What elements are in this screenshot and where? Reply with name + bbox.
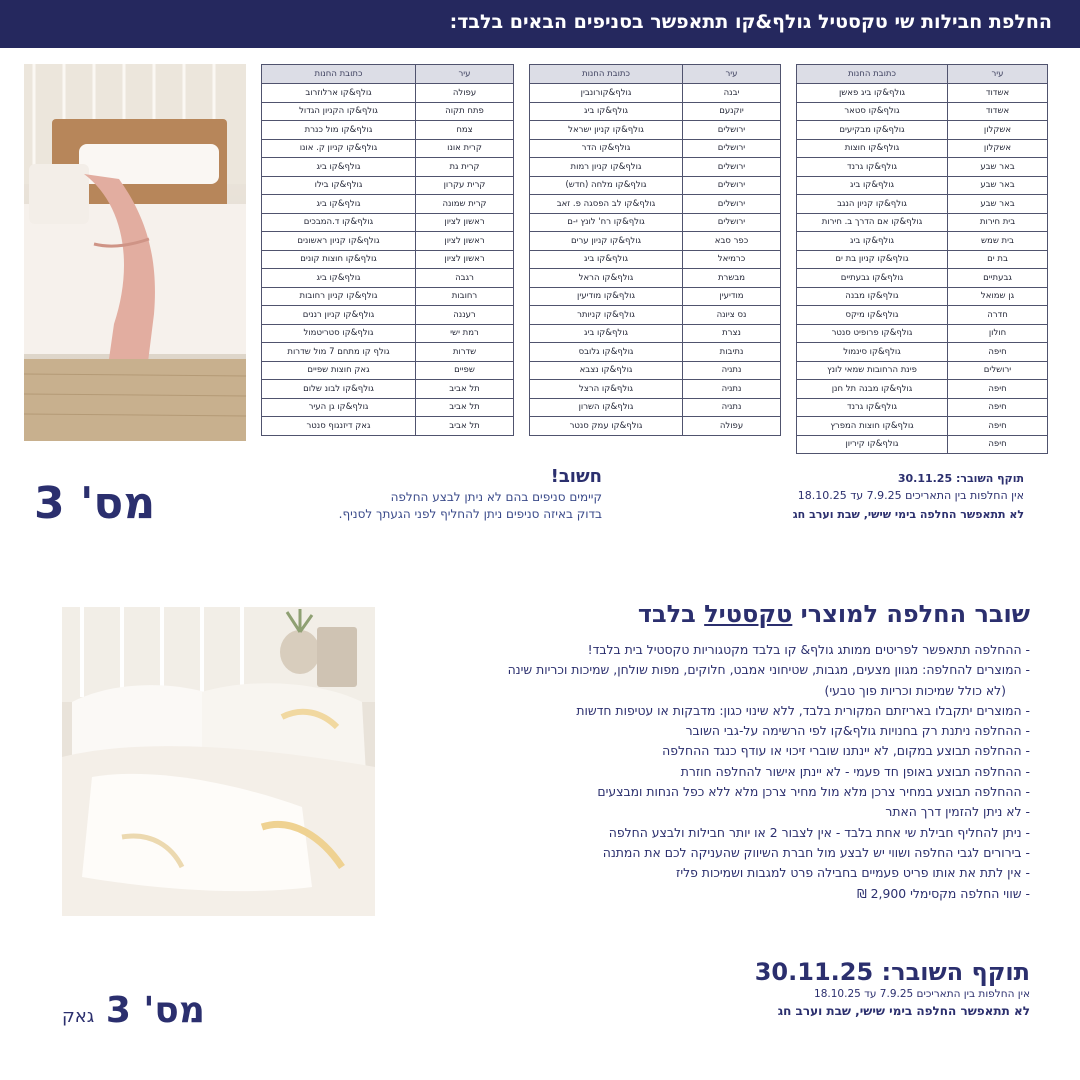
cell-city: ירושלים <box>683 121 781 140</box>
cell-city: צמח <box>416 121 514 140</box>
table-row <box>262 158 514 177</box>
table-row <box>530 361 781 380</box>
rule-item: - שווי החלפה מקסימלי 2,900 ₪ <box>857 885 1030 901</box>
bedding-photo-top <box>24 64 246 441</box>
cell-address: גולף&קו ארלוזרוב <box>262 84 416 103</box>
cell-address: גולף&קו ביג <box>262 195 416 214</box>
voucher-title-pre: שובר החלפה למוצרי <box>792 600 1030 628</box>
col-header-address: כתובת החנות <box>530 65 683 84</box>
rule-item: - ניתן להחליף חבילת שי אחת בלבד - אין לצבור 2 או יותר חבילות ולבצע החלפה <box>608 824 1030 840</box>
validity-blackout: אין החלפות בין התאריכים 7.9.25 עד 18.10.25 <box>797 489 1024 502</box>
cell-city: חיפה <box>948 435 1048 454</box>
cell-address: גולף&קו מבקיעים <box>797 121 948 140</box>
cell-address: גולף קו מתחם 7 מול שדרות <box>262 343 416 362</box>
cell-address: גולף&קו מלחה (חדש) <box>530 176 683 195</box>
cell-address: גולף&קו ביג פאשן <box>797 84 948 103</box>
table-row <box>797 343 1048 362</box>
cell-address: גולף&קו קניון ערים <box>530 232 683 251</box>
table-row <box>797 121 1048 140</box>
rule-item: - ההחלפה תבוצע באופן חד פעמי - לא יינתן אישור להחלפה חוזרת <box>680 763 1030 779</box>
validity-block-bottom <box>755 958 1030 1018</box>
validity-date: תוקף השובר: 30.11.25 <box>897 472 1024 485</box>
table-row <box>262 232 514 251</box>
table-row <box>530 398 781 417</box>
cell-city: תל אביב <box>416 380 514 399</box>
cell-city: באר שבע <box>948 158 1048 177</box>
cell-city: נתניה <box>683 361 781 380</box>
cell-city: אשקלון <box>948 139 1048 158</box>
col-header-address: כתובת החנות <box>797 65 948 84</box>
table-row <box>262 102 514 121</box>
cell-address: גולף&קו מבנה <box>797 287 948 306</box>
table-row <box>262 306 514 325</box>
cell-address: גולף&קו רח' לונץ י-ם <box>530 213 683 232</box>
cell-address: גולף&קו לבונ שלום <box>262 380 416 399</box>
cell-city: עפולה <box>416 84 514 103</box>
stores-table-2 <box>529 64 781 436</box>
cell-city: ירושלים <box>683 158 781 177</box>
important-title: חשוב! <box>550 466 602 487</box>
cell-city: רגבה <box>416 269 514 288</box>
col-header-address: כתובת החנות <box>262 65 416 84</box>
table-row <box>530 158 781 177</box>
table-row <box>797 380 1048 399</box>
validity-block <box>793 472 1024 521</box>
table-row <box>530 102 781 121</box>
cell-city: ראשון לציון <box>416 232 514 251</box>
table-row <box>797 435 1048 454</box>
table-row <box>262 84 514 103</box>
voucher-title-post: בלבד <box>637 600 705 628</box>
cell-city: חולון <box>948 324 1048 343</box>
cell-city: נתניה <box>683 380 781 399</box>
table-row <box>797 324 1048 343</box>
table-row <box>797 139 1048 158</box>
cell-address: גולף&קו אם הדרך ב. חירות <box>797 213 948 232</box>
cell-address: גולף&קו קניון ק. אונו <box>262 139 416 158</box>
cell-address: גאק חוצות שפיים <box>262 361 416 380</box>
table-row <box>262 417 514 436</box>
cell-address: גולף&קו ביג <box>530 324 683 343</box>
cell-address: גולף&קו עמק סנטר <box>530 417 683 436</box>
cell-city: יוקנעם <box>683 102 781 121</box>
cell-address: גולף&קו קניותר <box>530 306 683 325</box>
cell-city: ירושלים <box>948 361 1048 380</box>
table-row <box>262 176 514 195</box>
table-row <box>530 195 781 214</box>
cell-address: פינת הרחובות שמאי לונץ <box>797 361 948 380</box>
table-row <box>262 398 514 417</box>
cell-address: גולף&קו הדר <box>530 139 683 158</box>
cell-address: גולף&קו פרופיט סנטר <box>797 324 948 343</box>
cell-address: גולף&קו ביג <box>797 176 948 195</box>
cell-city: כפר סבא <box>683 232 781 251</box>
cell-address: גולף&קו מבנה תל חנן <box>797 380 948 399</box>
rule-item: - אין לתת את אותו פריט פעמיים בחבילה פרט למגבות ושמיכות פליז <box>676 865 1030 881</box>
bedding-photo-bottom <box>62 607 375 916</box>
cell-address: גולף&קו גן העיר <box>262 398 416 417</box>
cell-address: גולף&קו מודיעין <box>530 287 683 306</box>
cell-address: גולף&קו גרנד <box>797 158 948 177</box>
rule-item: - ההחלפה ניתנת רק בחנויות גולף&קו לפי הרשימה על-גבי השובר <box>685 723 1030 739</box>
table-row <box>530 324 781 343</box>
cell-address: גולף&קו ביג <box>262 269 416 288</box>
cell-address: גולף&קו נצבא <box>530 361 683 380</box>
cell-city: קרית גת <box>416 158 514 177</box>
cell-city: נצרת <box>683 324 781 343</box>
number-bottom-prefix: גאק <box>62 1006 95 1027</box>
cell-city: חיפה <box>948 417 1048 436</box>
stores-table-1 <box>796 64 1048 454</box>
voucher-rules-list <box>410 640 1030 904</box>
table-row <box>262 121 514 140</box>
cell-city: ירושלים <box>683 195 781 214</box>
cell-address: גאק דיזנגוף סנטר <box>262 417 416 436</box>
cell-address: גולף&קו ביג <box>530 102 683 121</box>
cell-address: גולף&קו ביג <box>530 250 683 269</box>
cell-city: ירושלים <box>683 213 781 232</box>
table-row <box>530 232 781 251</box>
cell-city: מבשרת <box>683 269 781 288</box>
cell-city: שפיים <box>416 361 514 380</box>
cell-city: באר שבע <box>948 195 1048 214</box>
number-label-top: מס' 3 <box>34 478 156 529</box>
cell-address: גולף&קו חוצות המפרץ <box>797 417 948 436</box>
table-row <box>797 306 1048 325</box>
table-row <box>530 343 781 362</box>
validity-bottom-date: תוקף השובר: 30.11.25 <box>754 958 1030 986</box>
cell-address: גולף&קו גבעתיים <box>797 269 948 288</box>
cell-address: גולף&קו קניון ראשונים <box>262 232 416 251</box>
header-bar <box>0 0 1080 48</box>
table-row <box>797 176 1048 195</box>
cell-address: גולף&קו הראל <box>530 269 683 288</box>
cell-city: רחובות <box>416 287 514 306</box>
cell-address: גולף&קו הקניון הגדול <box>262 102 416 121</box>
table-row <box>262 269 514 288</box>
col-header-city: עיר <box>416 65 514 84</box>
cell-address: גולף&קו קניון רחובות <box>262 287 416 306</box>
cell-city: באר שבע <box>948 176 1048 195</box>
table-row <box>797 213 1048 232</box>
cell-city: כרמיאל <box>683 250 781 269</box>
cell-address: גולף&קו קניון רמות <box>530 158 683 177</box>
cell-address: גולף&קו לב הפסגה פ. זאב <box>530 195 683 214</box>
cell-city: תל אביב <box>416 417 514 436</box>
cell-city: ראשון לציון <box>416 213 514 232</box>
validity-days: לא תתאפשר החלפה בימי שישי, שבת וערב חג <box>792 508 1024 521</box>
important-line-1: קיימים סניפים בהם לא ניתן לבצע החלפה <box>390 490 602 504</box>
table-row <box>262 250 514 269</box>
table-row <box>797 417 1048 436</box>
cell-address: גולף&קו חוצות <box>797 139 948 158</box>
cell-city: בת ים <box>948 250 1048 269</box>
cell-address: גולף&קו ביג <box>797 232 948 251</box>
table-row <box>262 380 514 399</box>
voucher-title <box>638 600 1030 628</box>
table-row <box>797 269 1048 288</box>
table-row <box>797 398 1048 417</box>
cell-city: בית חירות <box>948 213 1048 232</box>
table-row <box>530 250 781 269</box>
table-row <box>530 84 781 103</box>
cell-address: גולף&קו בילו <box>262 176 416 195</box>
cell-address: גולף&קו קיריון <box>797 435 948 454</box>
table-row <box>530 417 781 436</box>
cell-address: גולף&קו סטאר <box>797 102 948 121</box>
cell-city: חיפה <box>948 343 1048 362</box>
cell-address: גולף&קו קניון בת ים <box>797 250 948 269</box>
table-row <box>262 287 514 306</box>
table-row <box>530 213 781 232</box>
rule-item: - המוצרים להחלפה: מגוון מצעים, מגבות, שטיחוני אמבט, חלוקים, מפות שולחן, שמיכות וכריות שינה <box>507 662 1030 678</box>
cell-address: גולף&קו קניון ישראל <box>530 121 683 140</box>
cell-address: גולף&קו גלובס <box>530 343 683 362</box>
cell-city: אשקלון <box>948 121 1048 140</box>
cell-city: קרית שמונה <box>416 195 514 214</box>
cell-city: אשדוד <box>948 84 1048 103</box>
table-row <box>797 287 1048 306</box>
cell-city: חדרה <box>948 306 1048 325</box>
cell-address: גולף&קו מיקס <box>797 306 948 325</box>
cell-city: נתיבות <box>683 343 781 362</box>
cell-city: חיפה <box>948 380 1048 399</box>
cell-city: מודיעין <box>683 287 781 306</box>
table-row <box>530 306 781 325</box>
table-row <box>262 195 514 214</box>
cell-city: יבנה <box>683 84 781 103</box>
table-row <box>797 102 1048 121</box>
cell-city: נס ציונה <box>683 306 781 325</box>
cell-address: גולף&קו קניון רננים <box>262 306 416 325</box>
table-row <box>530 139 781 158</box>
rule-item: - המוצרים יתקבלו באריזתם המקורית בלבד, ללא שינוי כגון: מדבקות או עטיפות חדשות <box>576 702 1030 718</box>
stores-table-3 <box>261 64 514 436</box>
cell-city: רעננה <box>416 306 514 325</box>
cell-city: קרית עקרון <box>416 176 514 195</box>
table-row <box>530 287 781 306</box>
rule-item: - בירורים לגבי החלפה ושווי יש לבצע מול חברת השיווק שהעניקה לכם את המתנה <box>602 844 1030 860</box>
table-row <box>262 361 514 380</box>
rule-item: - ההחלפה תבוצע במקום, לא יינתנו שוברי זיכוי או עודף כנגד ההחלפה <box>662 743 1030 759</box>
table-row <box>530 380 781 399</box>
cell-city: בית שמש <box>948 232 1048 251</box>
cell-address: גולף&קו סינמול <box>797 343 948 362</box>
table-row <box>797 195 1048 214</box>
table-row <box>262 324 514 343</box>
table-row <box>262 139 514 158</box>
table-row <box>797 84 1048 103</box>
cell-address: גולף&קו הרצל <box>530 380 683 399</box>
cell-city: נתניה <box>683 398 781 417</box>
cell-city: אשדוד <box>948 102 1048 121</box>
cell-city: תל אביב <box>416 398 514 417</box>
number-label-bottom <box>62 990 205 1031</box>
cell-city: גבעתיים <box>948 269 1048 288</box>
rule-item: - לא ניתן להזמין דרך האתר <box>885 804 1030 820</box>
voucher-title-underlined: טקסטיל <box>704 600 793 628</box>
table-row <box>797 232 1048 251</box>
cell-city: ראשון לציון <box>416 250 514 269</box>
cell-address: גולף&קו סטריטמול <box>262 324 416 343</box>
cell-address: גולף&קו חוצות קונים <box>262 250 416 269</box>
page-title: החלפת חבילות שי טקסטיל גולף&קו תתאפשר בסניפים הבאים בלבד: <box>449 11 1052 33</box>
cell-address: גולף&קו קניון הנגב <box>797 195 948 214</box>
cell-city: רמת ישי <box>416 324 514 343</box>
rule-item: (לא כולל שמיכות וכריות פוך טבעי) <box>824 682 1006 698</box>
rule-item: - ההחלפה תתאפשר לפריטים ממותג גולף& קו בלבד מקטגוריות טקסטיל בית בלבד! <box>587 642 1030 657</box>
validity-bottom-days: לא תתאפשר החלפה בימי שישי, שבת וערב חג <box>777 1004 1030 1018</box>
table-row <box>797 361 1048 380</box>
table-row <box>530 121 781 140</box>
cell-address: גולף&קו ד.המבכים <box>262 213 416 232</box>
table-row <box>797 250 1048 269</box>
table-row <box>262 343 514 362</box>
cell-city: עפולה <box>683 417 781 436</box>
col-header-city: עיר <box>948 65 1048 84</box>
cell-address: גולף&קו ביג <box>262 158 416 177</box>
cell-address: גולף&קורונבין <box>530 84 683 103</box>
validity-bottom-blackout: אין החלפות בין התאריכים 7.9.25 עד 18.10.25 <box>814 988 1030 1000</box>
cell-city: חיפה <box>948 398 1048 417</box>
table-row <box>797 158 1048 177</box>
important-notice <box>339 466 602 521</box>
table-row <box>530 176 781 195</box>
table-row <box>530 269 781 288</box>
cell-address: גולף&קו השרון <box>530 398 683 417</box>
cell-city: שדרות <box>416 343 514 362</box>
number-bottom-value: מס' 3 <box>105 990 205 1031</box>
table-row <box>262 213 514 232</box>
important-line-2: בדוק באיזה סניפים ניתן להחליף לפני הגעתך לסניף. <box>338 507 602 521</box>
cell-city: גן שמואל <box>948 287 1048 306</box>
cell-city: ירושלים <box>683 176 781 195</box>
cell-address: גולף&קו מול כנרת <box>262 121 416 140</box>
cell-address: גולף&קו גרנד <box>797 398 948 417</box>
rule-item: - ההחלפה תבוצע במחיר צרכן מלא מול מחיר צרכן מלא ללא כפל הנחות ומבצעים <box>597 784 1030 800</box>
cell-city: ירושלים <box>683 139 781 158</box>
cell-city: פתח תקוה <box>416 102 514 121</box>
cell-city: קרית אונו <box>416 139 514 158</box>
col-header-city: עיר <box>683 65 781 84</box>
